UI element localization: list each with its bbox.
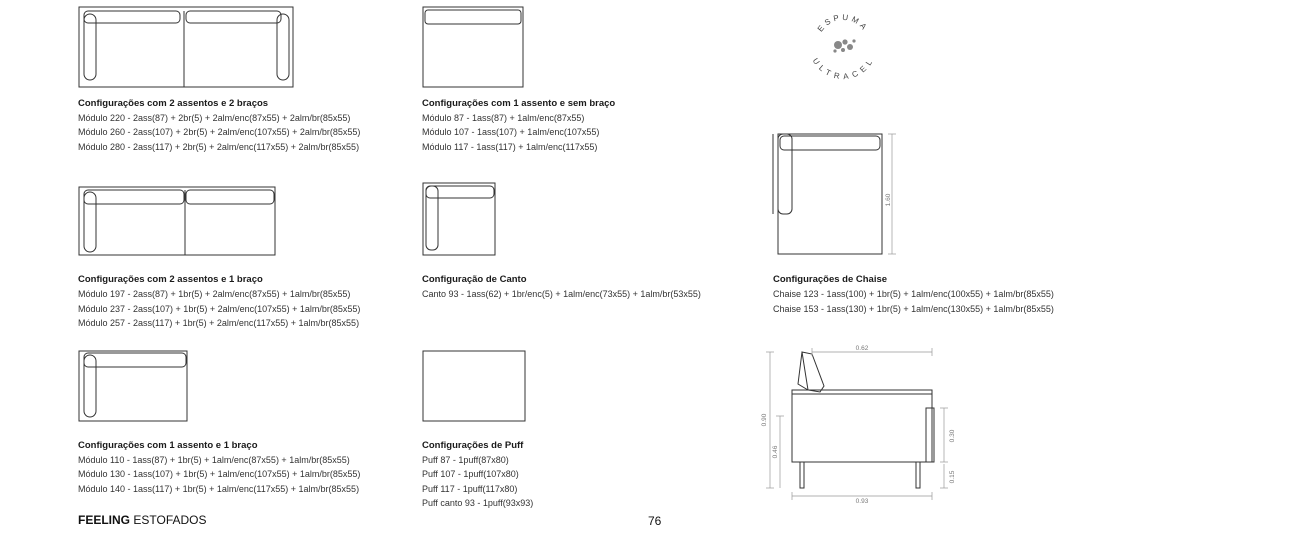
config-line: Módulo 130 - 1ass(107) + 1br(5) + 1alm/enc(107x55) + 1alm/br(85x55) bbox=[78, 469, 361, 479]
drawing-side-view bbox=[758, 346, 958, 506]
badge-top-text: ESPUMA bbox=[815, 12, 871, 34]
side-length-label: 0.93 bbox=[855, 498, 869, 505]
side-height-label: 0.90 bbox=[761, 413, 768, 427]
side-depth-label: 0.62 bbox=[855, 345, 869, 352]
svg-text:ULTRACEL bbox=[811, 56, 876, 81]
config-line: Puff 107 - 1puff(107x80) bbox=[422, 469, 519, 479]
config-puff-title: Configurações de Puff bbox=[422, 440, 524, 451]
config-line: Canto 93 - 1ass(62) + 1br/enc(5) + 1alm/enc(73x55) + 1alm/br(53x55) bbox=[422, 289, 701, 299]
drawing-2-seats-2-arms bbox=[78, 6, 294, 88]
page-number: 76 bbox=[648, 514, 662, 528]
config-line: Módulo 280 - 2ass(117) + 2br(5) + 2alm/enc(117x55) + 2alm/br(85x55) bbox=[78, 142, 360, 152]
config-line: Módulo 110 - 1ass(87) + 1br(5) + 1alm/enc(87x55) + 1alm/br(85x55) bbox=[78, 455, 350, 465]
chaise-depth-label: 1.60 bbox=[885, 193, 892, 207]
badge-bottom-text: ULTRACEL bbox=[810, 56, 876, 82]
config-line: Módulo 117 - 1ass(117) + 1alm/enc(117x55) bbox=[422, 142, 598, 152]
drawing-2-seats-1-arm bbox=[78, 186, 276, 256]
config-chaise-title: Configurações de Chaise bbox=[773, 274, 888, 285]
footer-brand-bold: FEELING bbox=[78, 513, 131, 527]
config-line: Módulo 260 - 2ass(107) + 2br(5) + 2alm/enc(107x55) + 2alm/br(85x55) bbox=[78, 127, 361, 137]
config-line: Chaise 123 - 1ass(100) + 1br(5) + 1alm/enc(100x55) + 1alm/br(85x55) bbox=[773, 289, 1054, 299]
config-line: Módulo 257 - 2ass(117) + 1br(5) + 2alm/enc(117x55) + 1alm/br(85x55) bbox=[78, 318, 360, 328]
config-line: Puff 87 - 1puff(87x80) bbox=[422, 455, 509, 465]
espuma-ultracel-badge bbox=[810, 12, 876, 82]
side-foot-height-label: 0.15 bbox=[949, 470, 956, 484]
drawing-puff bbox=[422, 350, 526, 422]
footer-brand bbox=[78, 513, 207, 527]
drawing-corner bbox=[422, 182, 496, 256]
config-1-seat-1-arm-title: Configurações com 1 assento e 1 braço bbox=[78, 440, 258, 451]
drawing-1-seat-no-arm bbox=[422, 6, 524, 88]
config-line: Módulo 140 - 1ass(117) + 1br(5) + 1alm/enc(117x55) + 1alm/br(85x55) bbox=[78, 484, 360, 494]
config-line: Módulo 197 - 2ass(87) + 1br(5) + 2alm/enc(87x55) + 1alm/br(85x55) bbox=[78, 289, 351, 299]
config-2-seats-1-arm-title: Configurações com 2 assentos e 1 braço bbox=[78, 274, 263, 285]
config-line: Módulo 107 - 1ass(107) + 1alm/enc(107x55) bbox=[422, 127, 600, 137]
config-line: Chaise 153 - 1ass(130) + 1br(5) + 1alm/enc(130x55) + 1alm/br(85x55) bbox=[773, 304, 1054, 314]
side-seat-height-label: 0.46 bbox=[772, 445, 779, 459]
config-line: Módulo 87 - 1ass(87) + 1alm/enc(87x55) bbox=[422, 113, 585, 123]
drawing-1-seat-1-arm bbox=[78, 350, 190, 422]
drawing-chaise bbox=[772, 132, 902, 256]
config-1-seat-no-arm-title: Configurações com 1 assento e sem braço bbox=[422, 98, 616, 109]
config-line: Módulo 237 - 2ass(107) + 1br(5) + 2alm/enc(107x55) + 1alm/br(85x55) bbox=[78, 304, 361, 314]
footer-brand-rest: ESTOFADOS bbox=[133, 513, 207, 527]
config-line: Puff 117 - 1puff(117x80) bbox=[422, 484, 518, 494]
svg-text:ESPUMA bbox=[816, 13, 871, 34]
config-line: Módulo 220 - 2ass(87) + 2br(5) + 2alm/enc(87x55) + 2alm/br(85x55) bbox=[78, 113, 351, 123]
config-corner-title: Configuração de Canto bbox=[422, 274, 527, 285]
config-line: Puff canto 93 - 1puff(93x93) bbox=[422, 498, 534, 508]
side-arm-height-label: 0.30 bbox=[949, 429, 956, 443]
config-2-seats-2-arms-title: Configurações com 2 assentos e 2 braços bbox=[78, 98, 269, 109]
